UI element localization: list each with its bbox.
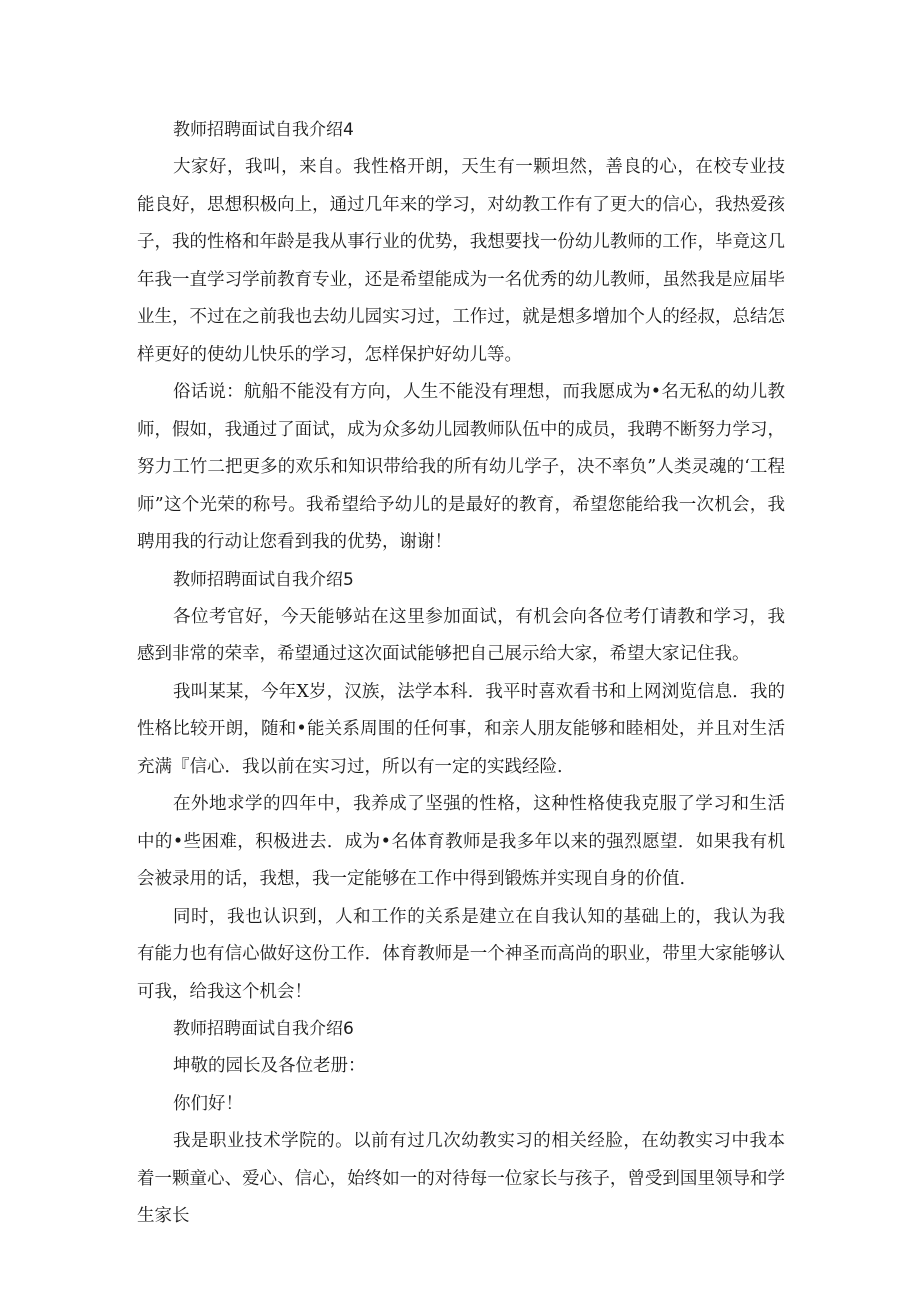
greeting-line: 坤敬的园长及各位老册： (173, 1056, 366, 1076)
paragraph: 俗话说：航船不能没有方向，人生不能没有理想，而我愿成为•名无私的幼儿教师，假如，我通过了面试，成为众多幼儿园教师队伍中的成员，我聘不断努力学习，努力工竹二把更多的欢乐和知识带给我的所有幼儿学子，决不率负”人类灵魂的‘工程师”这个光荣的称号。我希望给予幼儿的是最好的教育，希望您能给我一次机会，我聘用我的行动让您看到我的优势，谢谢！ (137, 382, 785, 552)
paragraph: 在外地求学的四年中，我养成了坚强的性格，这种性格使我克服了学习和生活中的•些困难，积极进去．成为•名体育教师是我多年以来的强烈愿望．如果我有机会被录用的话，我想，我一定能够在工作中得到锻炼并实现自身的价值. (137, 794, 785, 889)
paragraph: 同时，我也认识到，人和工作的关系是建立在自我认知的基础上的，我认为我有能力也有信心做好这份工作．体育教师是一个神圣而高尚的职业，带里大家能够认可我，给我这个机会！ (137, 906, 785, 1002)
paragraph: 我叫某某，今年X岁，汉族，法学本科．我平时喜欢看书和上网浏览信息．我的性格比较开朗，随和•能关系周围的任何事，和亲人朋友能够和睦相处，并且对生活充满『信心．我以前在实习过，所以有一定的实践经险. (137, 681, 785, 777)
paragraph: 我是职业技术学院的。以前有过几次幼教实习的相关经脸，在幼教实习中我本着一颗童心、爱心、信心，始终如一的对待每一位家长与孩子，曾受到国里领导和学生家长 (137, 1131, 785, 1226)
section-heading: 教师招聘面试自我介绍5 (173, 569, 354, 590)
paragraph: 大家好，我叫，来自。我性格开朗，天生有一颗坦然，善良的心，在校专业技能良好，思想积极向上，通过几年来的学习，对幼教工作有了更大的信心，我热爱孩子，我的性格和年龄是我从事行业的优势，我想要找一份幼儿教师的工作，毕竟这几年我一直学习学前教育专业，还是希望能成为一名优秀的幼儿教师，虽然我是应届毕业生，不过在之前我也去幼儿园实习过，工作过，就是想多增加个人的经叔，总结怎样更好的使幼儿快乐的学习，怎样保护好幼儿等。 (137, 157, 785, 365)
paragraph: 各位考官好，今天能够站在这里参加面试，有机会向各位考仃请教和学习，我感到非常的荣幸，希望通过这次面试能够把自己展示给大家，希望大家记住我。 (137, 606, 785, 664)
document-body (137, 112, 785, 1236)
section-heading: 教师招聘面试自我介绍6 (173, 1019, 354, 1039)
section-heading: 教师招聘面试自我介绍4 (173, 120, 354, 140)
hello-line: 你们好！ (173, 1093, 243, 1114)
